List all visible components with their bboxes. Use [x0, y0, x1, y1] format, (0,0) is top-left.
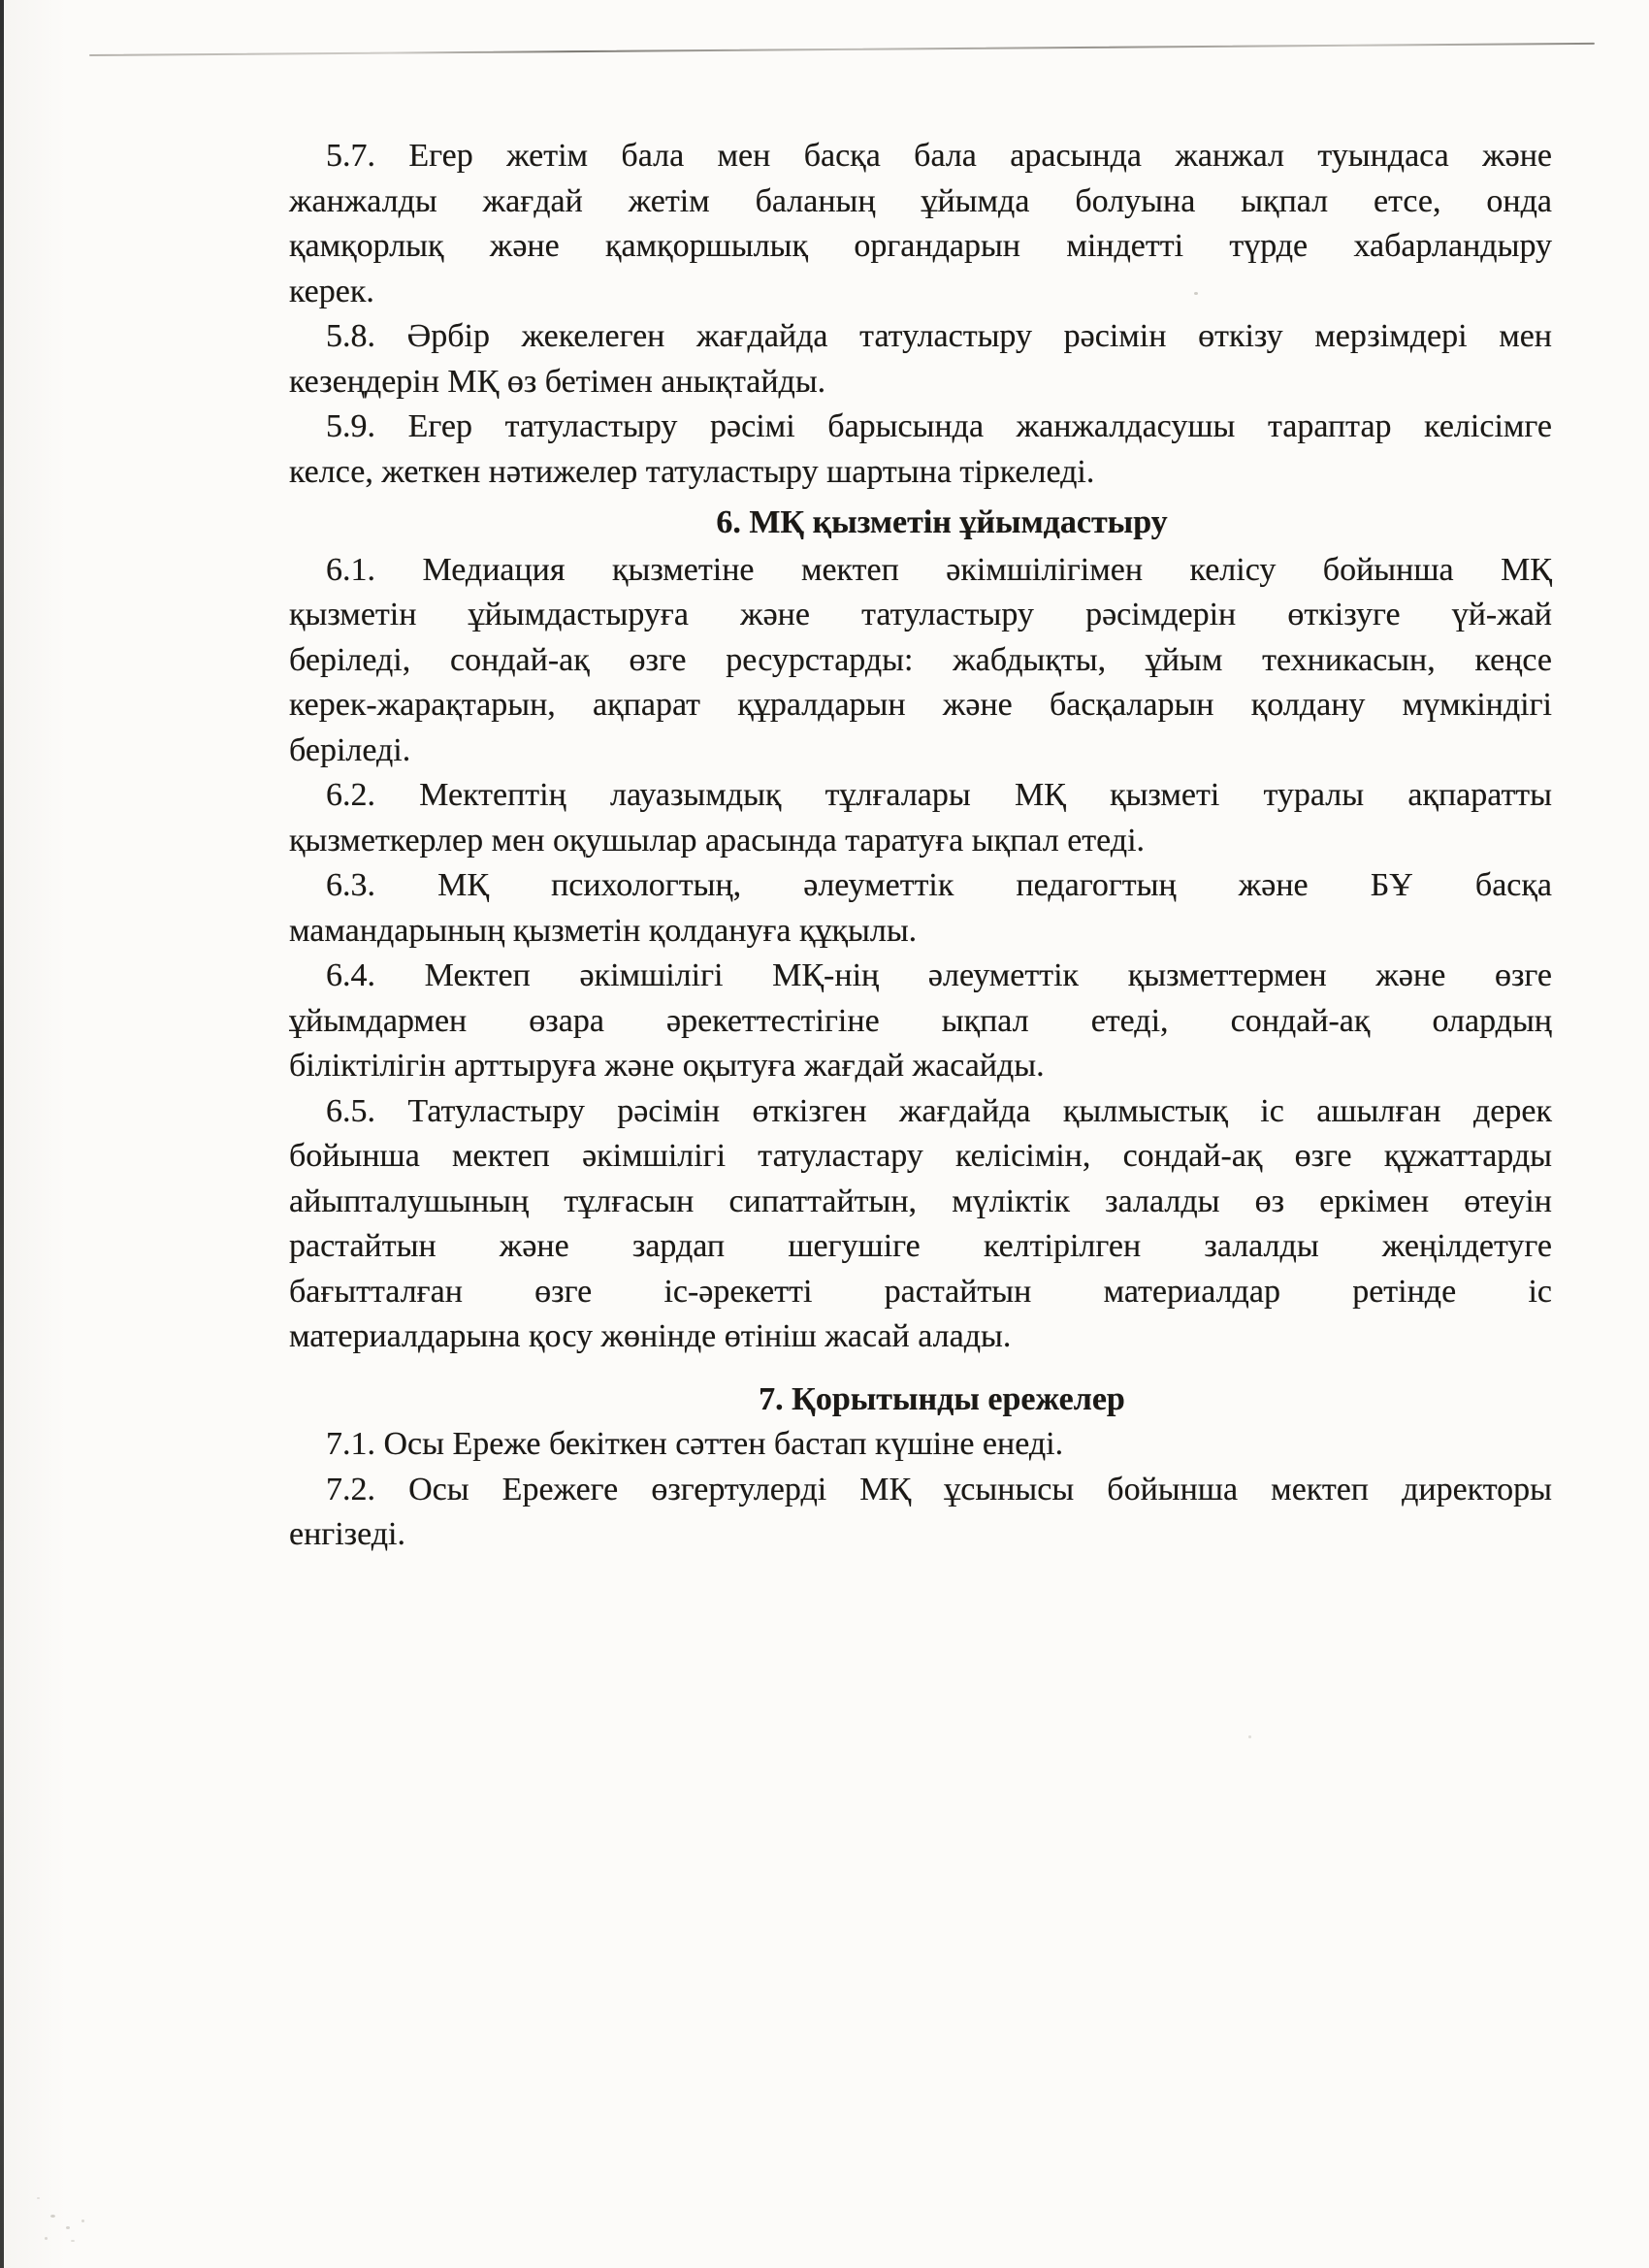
paragraph-line: 6.2. Мектептің лауазымдық тұлғалары МҚ қызметі туралы ақпаратты: [326, 777, 1552, 813]
paragraph-6-5: [289, 1089, 1552, 1360]
paragraph-line: 7.1. Осы Ереже бекіткен сәттен бастап күшіне енеді.: [326, 1426, 1064, 1462]
paragraph-line: қызметін ұйымдастыруға және татуластыру рәсімдерін өткізуге үй-жай: [289, 597, 1552, 632]
scan-speck-artifact: [1248, 1735, 1251, 1738]
scan-speck-artifact: [81, 2219, 84, 2222]
paragraph-line: 5.7. Егер жетім бала мен басқа бала арасында жанжал туындаса және: [326, 138, 1552, 174]
paragraph-line: 6.1. Медиация қызметіне мектеп әкімшілігімен келісу бойынша МҚ: [326, 551, 1552, 588]
paragraph-line: енгізеді.: [289, 1516, 405, 1552]
paragraph-line: келсе, жеткен нәтижелер татуластыру шартына тіркеледі.: [289, 453, 1095, 490]
scan-speck-artifact: [71, 2240, 75, 2242]
paragraph-line: беріледі, сондай-ақ өзге ресурстарды: жабдықты, ұйым техникасын, кеңсе: [289, 641, 1552, 678]
paragraph-line: қамқорлық және қамқоршылық органдарын міндетті түрде хабарландыру: [289, 228, 1552, 264]
paragraph-line: ұйымдармен өзара әрекеттестігіне ықпал етеді, сондай-ақ олардың: [289, 1002, 1552, 1039]
paragraph-line: 6.3. МҚ психологтың, әлеуметтік педагогтың және БҰ басқа: [326, 867, 1552, 903]
paragraph-line: жанжалды жағдай жетім баланың ұйымда болуына ықпал етсе, онда: [289, 182, 1552, 219]
scan-speck-artifact: [50, 2215, 55, 2218]
scan-speck-artifact: [37, 2197, 40, 2199]
paragraph-7-2: [289, 1468, 1552, 1558]
paragraph-6-3: [289, 863, 1552, 954]
scan-fold-line-artifact: [89, 43, 1595, 56]
paragraph-5-7: [289, 134, 1552, 314]
paragraph-6-1: [289, 548, 1552, 774]
paragraph-line: керек-жарақтарын, ақпарат құралдарын және басқаларын қолдану мүмкіндігі: [289, 687, 1552, 723]
paragraph-6-4: [289, 954, 1552, 1089]
paragraph-5-9: [289, 405, 1552, 495]
paragraph-line: растайтын және зардап шегушіге келтірілген залалды жеңілдетуге: [289, 1228, 1552, 1264]
paragraph-line: 5.9. Егер татуластыру рәсімі барысында жанжалдасушы тараптар келісімге: [326, 408, 1552, 444]
paragraph-line: 6.4. Мектеп әкімшілігі МҚ-нің әлеуметтік қызметтермен және өзге: [326, 957, 1552, 993]
paragraph-line: керек.: [289, 273, 374, 309]
paragraph-line: айыпталушының тұлғасын сипаттайтын, мүліктік залалды өз еркімен өтеуін: [289, 1183, 1552, 1219]
scan-speck-artifact: [1194, 292, 1198, 295]
paragraph-line: 6.5. Татуластыру рәсімін өткізген жағдайда қылмыстық іс ашылған дерек: [326, 1092, 1552, 1129]
scan-left-edge-artifact: [0, 0, 4, 2268]
paragraph-line: материалдарына қосу жөнінде өтініш жасай алады.: [289, 1318, 1012, 1354]
scan-speck-artifact: [66, 2226, 70, 2229]
section-heading-6: 6. МҚ қызметін ұйымдастыру: [716, 504, 1168, 540]
scan-speck-artifact: [45, 2237, 48, 2240]
paragraph-line: бойынша мектеп әкімшілігі татуластару келісімін, сондай-ақ өзге құжаттарды: [289, 1138, 1552, 1174]
paragraph-7-1: [289, 1422, 1552, 1468]
section-heading-7: 7. Қорытынды ережелер: [759, 1380, 1125, 1417]
paragraph-line: 7.2. Осы Ережеге өзгертулерді МҚ ұсынысы бойынша мектеп директоры: [326, 1471, 1552, 1507]
paragraph-line: кезеңдерін МҚ өз бетімен анықтайды.: [289, 363, 826, 400]
paragraph-line: беріледі.: [289, 731, 411, 768]
paragraph-line: қызметкерлер мен оқушылар арасында таратуға ықпал етеді.: [289, 822, 1146, 859]
paragraph-line: 5.8. Әрбір жекелеген жағдайда татуластыру рәсімін өткізу мерзімдері мен: [326, 318, 1552, 354]
paragraph-5-8: [289, 314, 1552, 405]
paragraph-line: мамандарының қызметін қолдануға құқылы.: [289, 912, 918, 949]
paragraph-line: біліктілігін арттыруға және оқытуға жағдай жасайды.: [289, 1048, 1045, 1084]
document-body: [289, 134, 1552, 1558]
paragraph-line: бағытталған өзге іс-әрекетті растайтын материалдар ретінде іс: [289, 1273, 1552, 1310]
paragraph-6-2: [289, 773, 1552, 863]
